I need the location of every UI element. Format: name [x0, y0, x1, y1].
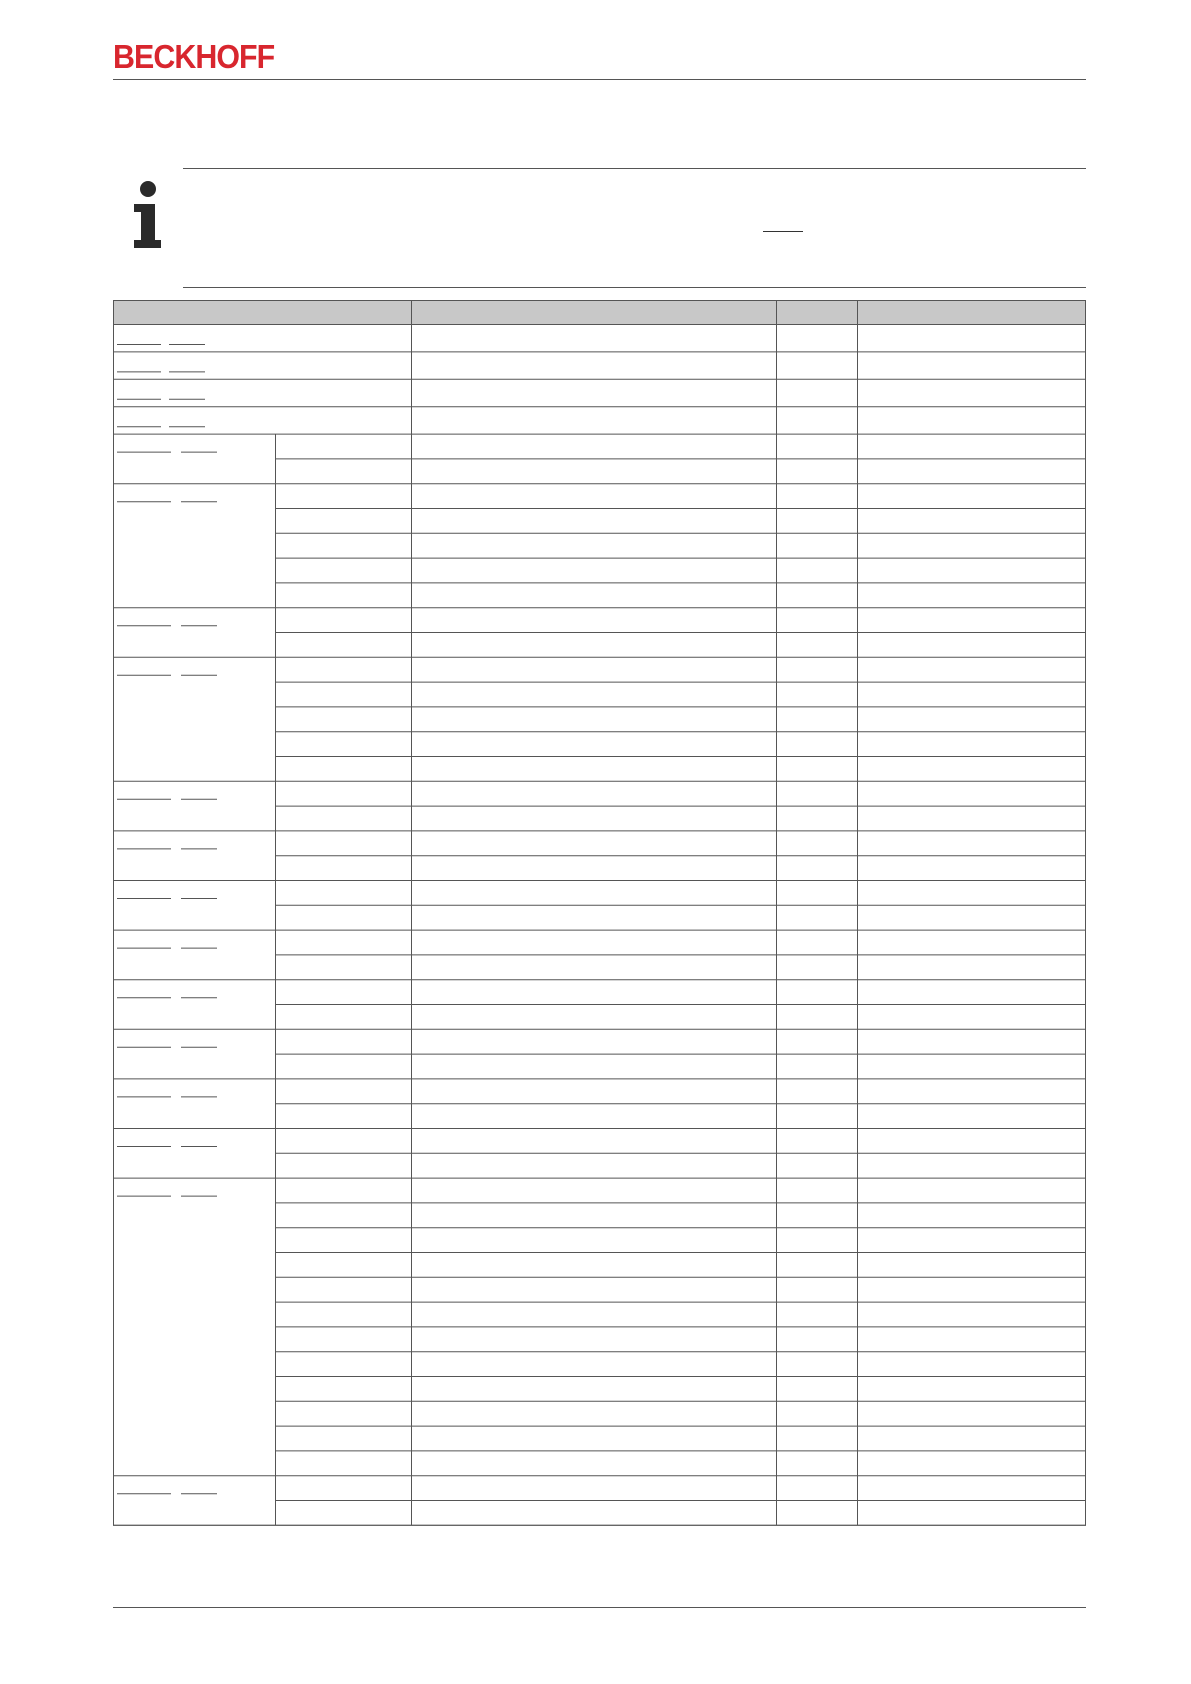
note-rule-bottom	[183, 287, 1086, 288]
brand-logo: BECKHOFF	[113, 38, 275, 75]
note-rule-top	[183, 168, 1086, 169]
table-border	[114, 301, 1086, 1526]
info-icon	[128, 178, 168, 250]
note-link-underline[interactable]	[763, 231, 803, 232]
parameter-table	[113, 300, 1086, 1527]
parameter-table-grid	[113, 300, 1086, 1527]
table-header	[114, 301, 1086, 325]
header-rule	[113, 79, 1086, 80]
footer-rule	[113, 1607, 1086, 1608]
